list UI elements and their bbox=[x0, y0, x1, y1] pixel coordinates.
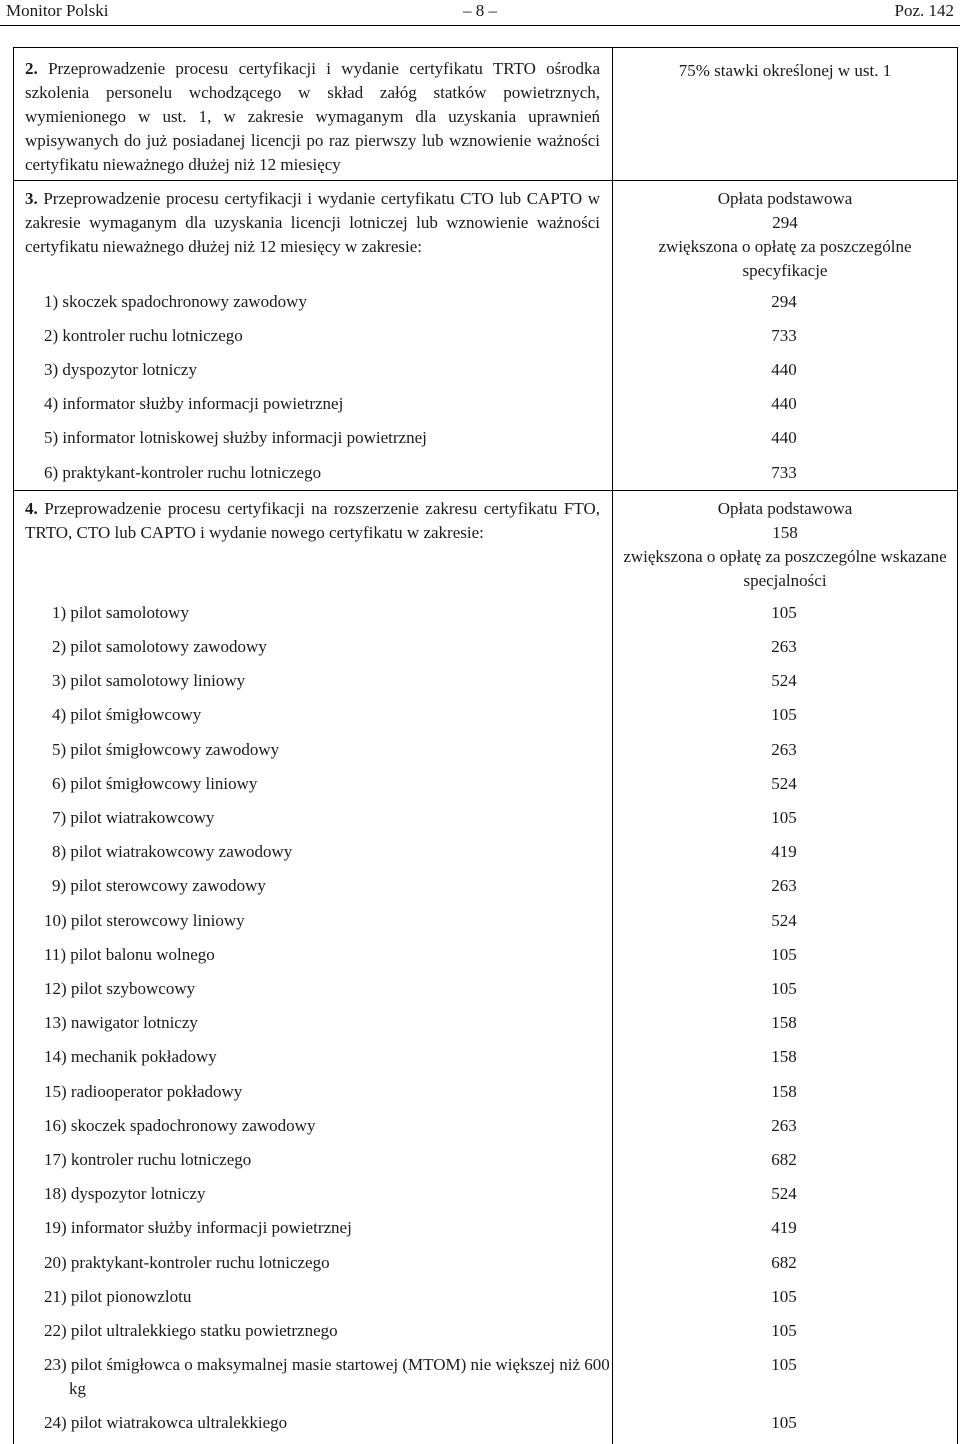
section-4-item-fee: 524 bbox=[771, 1184, 797, 1203]
section-4-item: 24) pilot wiatrakowca ultralekkiego bbox=[44, 1413, 288, 1432]
section-4-item-fee: 105 bbox=[771, 1287, 797, 1306]
section-3-item: 5) informator lotniskowej służby informacji powietrznej bbox=[44, 428, 427, 447]
section-4-item: 12) pilot szybowcowy bbox=[44, 979, 196, 998]
section-2-text: Przeprowadzenie procesu certyfikacji i wydanie certyfikatu TRTO ośrodka szkolenia personelu wchodzącego w skład załóg statków powietrznych, wymienionego w ust. 1, w zakresie wymaganym dla uzyskania uprawnień wpisywanych do już posiadanej licencji po raz pierwszy lub wznowienie ważności certyfikatu nieważnego dłużej niż 12 miesięcy bbox=[25, 59, 601, 174]
section-4-item: 2) pilot samolotowy zawodowy bbox=[52, 637, 267, 656]
section-4-text: Przeprowadzenie procesu certyfikacji na rozszerzenie zakresu certyfikatu FTO, TRTO, CTO lub CAPTO i wydanie nowego certyfikatu w zakresie: bbox=[25, 499, 600, 542]
section-4-fee-value: 158 bbox=[772, 523, 798, 542]
column-divider bbox=[612, 47, 613, 1444]
section-4-item: 6) pilot śmigłowcowy liniowy bbox=[52, 774, 258, 793]
section-4-item: 23) pilot śmigłowca o maksymalnej masie startowej (MTOM) nie większej niż 600 kg bbox=[44, 1355, 610, 1398]
section-2-description bbox=[25, 57, 600, 177]
section-4-item: 22) pilot ultralekkiego statku powietrznego bbox=[44, 1321, 338, 1340]
section-4-item-fee: 105 bbox=[771, 808, 797, 827]
section-4-item-fee: 105 bbox=[771, 705, 797, 724]
section-4-item-fee: 105 bbox=[771, 1355, 797, 1374]
section-4-item-fee: 419 bbox=[771, 1218, 797, 1237]
section-3-item: 6) praktykant-kontroler ruchu lotniczego bbox=[44, 463, 322, 482]
section-4-item-fee: 263 bbox=[771, 876, 797, 895]
section-3-item-fee: 733 bbox=[771, 463, 797, 482]
section-4-item: 16) skoczek spadochronowy zawodowy bbox=[44, 1116, 316, 1135]
section-4-item: 21) pilot pionowzlotu bbox=[44, 1287, 192, 1306]
section-3-item-fee: 733 bbox=[771, 326, 797, 345]
section-3-item-fee: 440 bbox=[771, 428, 797, 447]
section-4-item-fee: 524 bbox=[771, 911, 797, 930]
section-4-fee bbox=[614, 497, 956, 593]
section-3-fee-note: zwiększona o opłatę za poszczególne specyfikacje bbox=[658, 237, 912, 280]
section-3-fee bbox=[614, 187, 956, 283]
section-3-fee-label: Opłata podstawowa bbox=[717, 189, 853, 208]
section-4-fee-label: Opłata podstawowa bbox=[717, 499, 853, 518]
section-3-number: 3. bbox=[25, 189, 38, 208]
section-3-item: 2) kontroler ruchu lotniczego bbox=[44, 326, 243, 345]
section-3-item: 4) informator służby informacji powietrznej bbox=[44, 394, 344, 413]
section-4-description bbox=[25, 497, 600, 545]
section-4-item: 10) pilot sterowcowy liniowy bbox=[44, 911, 245, 930]
section-4-item-fee: 105 bbox=[771, 979, 797, 998]
section-4-item: 20) praktykant-kontroler ruchu lotniczego bbox=[44, 1253, 330, 1272]
section-4-item: 1) pilot samolotowy bbox=[52, 603, 189, 622]
page-number: – 8 – bbox=[463, 1, 497, 20]
section-4-item: 7) pilot wiatrakowcowy bbox=[52, 808, 215, 827]
section-4-item-fee: 158 bbox=[771, 1082, 797, 1101]
section-4-item-fee: 419 bbox=[771, 842, 797, 861]
section-3-item: 3) dyspozytor lotniczy bbox=[44, 360, 197, 379]
section-3-item: 1) skoczek spadochronowy zawodowy bbox=[44, 292, 307, 311]
section-4-item-fee: 682 bbox=[771, 1253, 797, 1272]
section-4-item: 17) kontroler ruchu lotniczego bbox=[44, 1150, 252, 1169]
row-separator bbox=[13, 180, 958, 181]
section-4-item: 9) pilot sterowcowy zawodowy bbox=[52, 876, 266, 895]
section-3-text: Przeprowadzenie procesu certyfikacji i wydanie certyfikatu CTO lub CAPTO w zakresie wymaganym dla uzyskania licencji lotniczej lub wznowienie ważności certyfikatu nieważnego dłużej niż 12 miesięcy w zakresie: bbox=[25, 189, 601, 256]
section-4-item-fee: 682 bbox=[771, 1150, 797, 1169]
section-4-item: 19) informator służby informacji powietrznej bbox=[44, 1218, 352, 1237]
section-2-number: 2. bbox=[25, 59, 38, 78]
section-4-item-fee: 105 bbox=[771, 603, 797, 622]
section-4-item-fee: 105 bbox=[771, 1413, 797, 1432]
section-4-item: 4) pilot śmigłowcowy bbox=[52, 705, 202, 724]
section-4-item-fee: 158 bbox=[771, 1013, 797, 1032]
section-4-item-fee: 263 bbox=[771, 637, 797, 656]
section-4-item-fee: 263 bbox=[771, 1116, 797, 1135]
section-4-item-fee: 263 bbox=[771, 740, 797, 759]
section-3-item-fee: 440 bbox=[771, 360, 797, 379]
section-4-item: 18) dyspozytor lotniczy bbox=[44, 1184, 206, 1203]
section-4-item: 11) pilot balonu wolnego bbox=[44, 945, 215, 964]
section-4-item: 14) mechanik pokładowy bbox=[44, 1047, 217, 1066]
section-4-item: 15) radiooperator pokładowy bbox=[44, 1082, 243, 1101]
header-rule bbox=[0, 25, 960, 26]
section-4-fee-note: zwiększona o opłatę za poszczególne wskazane specjalności bbox=[623, 547, 947, 590]
section-2-fee: 75% stawki określonej w ust. 1 bbox=[678, 61, 892, 80]
section-3-description bbox=[25, 187, 600, 259]
section-3-fee-value: 294 bbox=[772, 213, 798, 232]
section-4-item-fee: 158 bbox=[771, 1047, 797, 1066]
section-3-item-fee: 440 bbox=[771, 394, 797, 413]
section-4-item: 13) nawigator lotniczy bbox=[44, 1013, 198, 1032]
section-4-item: 3) pilot samolotowy liniowy bbox=[52, 671, 246, 690]
publication-title: Monitor Polski bbox=[6, 1, 109, 20]
section-4-item-fee: 524 bbox=[771, 774, 797, 793]
section-4-item-fee: 524 bbox=[771, 671, 797, 690]
section-4-item-fee: 105 bbox=[771, 945, 797, 964]
section-4-number: 4. bbox=[25, 499, 38, 518]
row-separator bbox=[13, 490, 958, 491]
section-4-item: 5) pilot śmigłowcowy zawodowy bbox=[52, 740, 280, 759]
page-header bbox=[0, 0, 960, 26]
section-4-item: 8) pilot wiatrakowcowy zawodowy bbox=[52, 842, 293, 861]
section-3-item-fee: 294 bbox=[771, 292, 797, 311]
section-4-item-fee: 105 bbox=[771, 1321, 797, 1340]
position-number: Poz. 142 bbox=[894, 1, 954, 20]
